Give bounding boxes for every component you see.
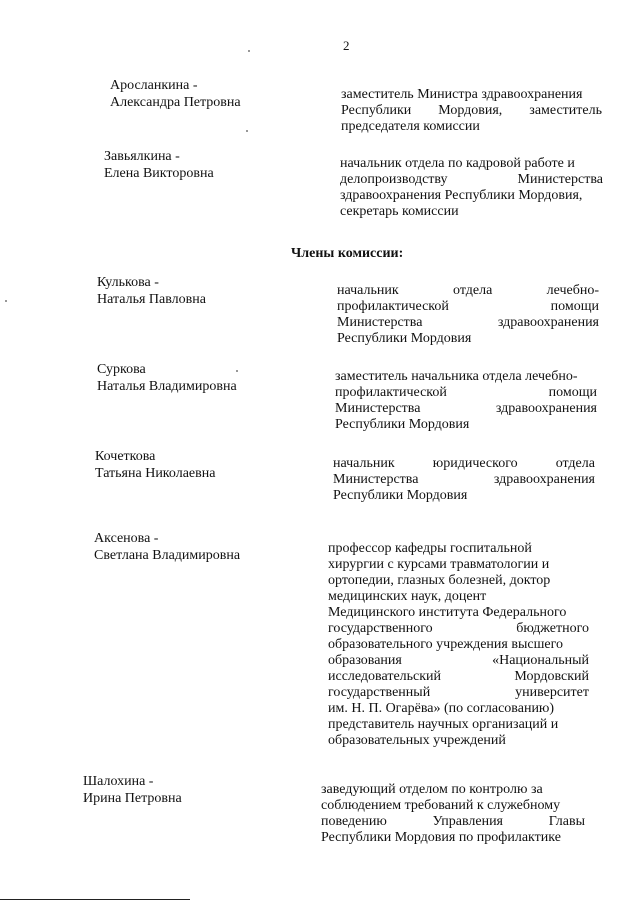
role-word: исследовательский xyxy=(328,669,442,684)
role-line xyxy=(340,172,603,188)
role-line: Республики Мордовия xyxy=(335,417,470,432)
member-given-name: Наталья Владимировна xyxy=(97,379,237,394)
role-word: делопроизводству xyxy=(340,172,448,187)
role-line: заместитель начальника отдела лечебно- xyxy=(335,369,578,384)
role-line: секретарь комиссии xyxy=(340,204,459,219)
member-name xyxy=(104,148,214,182)
member-surname: Кочеткова xyxy=(95,449,156,464)
role-word: «Национальный xyxy=(492,653,589,668)
role-word: университет xyxy=(515,685,589,700)
role-word: здравоохранения xyxy=(493,472,595,487)
role-line xyxy=(335,385,597,401)
role-word: отдела xyxy=(555,456,595,471)
role-word: Мордовия, xyxy=(438,103,503,118)
role-line xyxy=(333,456,595,472)
role-word: Главы xyxy=(548,814,585,829)
member-given-name: Елена Викторовна xyxy=(104,166,214,181)
role-line: Республики Мордовия xyxy=(333,488,468,503)
scan-speck xyxy=(246,130,248,132)
role-line: медицинских наук, доцент xyxy=(328,589,487,604)
role-word: Мордовский xyxy=(514,669,589,684)
member-role xyxy=(333,456,595,504)
role-line: образовательного учреждения высшего xyxy=(328,637,563,652)
role-word: юридического xyxy=(432,456,518,471)
role-word: Министерства xyxy=(517,172,603,187)
role-line: соблюдением требований к служебному xyxy=(321,798,561,813)
role-line: заведующий отделом по контролю за xyxy=(321,782,543,797)
role-word: Министерства xyxy=(333,472,419,487)
role-word: бюджетного xyxy=(516,621,589,636)
role-word: государственный xyxy=(328,685,431,700)
role-word: заместитель xyxy=(529,103,602,118)
role-word: Республики xyxy=(341,103,412,118)
role-word: здравоохранения xyxy=(495,401,597,416)
member-surname: Аксенова - xyxy=(94,531,159,546)
member-given-name: Ирина Петровна xyxy=(83,791,182,806)
member-surname: Завьялкина - xyxy=(104,149,180,164)
member-name xyxy=(110,77,241,111)
role-word: помощи xyxy=(548,385,597,400)
member-surname: Шалохина - xyxy=(83,774,154,789)
role-word: помощи xyxy=(550,299,599,314)
member-given-name: Светлана Владимировна xyxy=(94,548,241,563)
page-number: 2 xyxy=(343,38,350,53)
role-line: хирургии с курсами травматологии и xyxy=(328,557,550,572)
role-line: Республики Мордовия по профилактике xyxy=(321,830,561,845)
role-word: Министерства xyxy=(335,401,421,416)
role-word: поведению xyxy=(321,814,387,829)
role-line xyxy=(328,669,589,685)
member-given-name: Татьяна Николаевна xyxy=(95,466,216,481)
role-line: заместитель Министра здравоохранения xyxy=(341,87,583,102)
member-role xyxy=(335,369,597,433)
role-word: здравоохранения xyxy=(497,315,599,330)
role-line: им. Н. П. Огарёва» (по согласованию) xyxy=(328,701,555,716)
role-line xyxy=(337,283,599,299)
role-line: председателя комиссии xyxy=(341,119,480,134)
member-role xyxy=(321,782,585,846)
member-role xyxy=(328,541,589,749)
role-word: государственного xyxy=(328,621,433,636)
role-line: Республики Мордовия xyxy=(337,331,472,346)
scan-speck xyxy=(5,300,7,302)
role-line: представитель научных организаций и xyxy=(328,717,559,732)
role-line: образовательных учреждений xyxy=(328,733,506,748)
member-given-name: Наталья Павловна xyxy=(97,292,206,307)
role-line xyxy=(328,653,589,669)
member-surname: Суркова xyxy=(97,362,146,377)
role-line xyxy=(337,299,599,315)
role-line: здравоохранения Республики Мордовия, xyxy=(340,188,583,203)
role-line xyxy=(335,401,597,417)
role-word: Управления xyxy=(432,814,503,829)
members-heading: Члены комиссии: xyxy=(291,246,404,261)
member-role xyxy=(340,156,603,220)
scan-speck xyxy=(236,370,238,372)
member-name xyxy=(95,448,215,482)
role-line xyxy=(321,814,585,830)
role-word: начальник xyxy=(333,456,395,471)
role-word: профилактической xyxy=(335,385,447,400)
role-word: профилактической xyxy=(337,299,449,314)
scan-speck xyxy=(248,50,250,52)
role-line: начальник отдела по кадровой работе и xyxy=(340,156,575,171)
role-word: лечебно- xyxy=(546,283,599,298)
member-name xyxy=(94,530,240,564)
role-word: образования xyxy=(328,653,402,668)
member-surname: Аросланкина - xyxy=(110,78,198,93)
member-name xyxy=(97,361,237,395)
member-surname: Кулькова - xyxy=(97,275,159,290)
role-line: ортопедии, глазных болезней, доктор xyxy=(328,573,551,588)
role-word: начальник xyxy=(337,283,399,298)
role-line: профессор кафедры госпитальной xyxy=(328,541,532,556)
member-name xyxy=(83,773,182,807)
role-line xyxy=(328,685,589,701)
role-word: отдела xyxy=(453,283,493,298)
role-line xyxy=(328,621,589,637)
member-given-name: Александра Петровна xyxy=(110,95,241,110)
role-line xyxy=(333,472,595,488)
footnote-rule xyxy=(0,899,190,900)
role-line xyxy=(337,315,599,331)
role-line xyxy=(341,103,602,119)
role-line: Медицинского института Федерального xyxy=(328,605,567,620)
member-role xyxy=(341,87,602,135)
member-role xyxy=(337,283,599,347)
member-name xyxy=(97,274,206,308)
role-word: Министерства xyxy=(337,315,423,330)
